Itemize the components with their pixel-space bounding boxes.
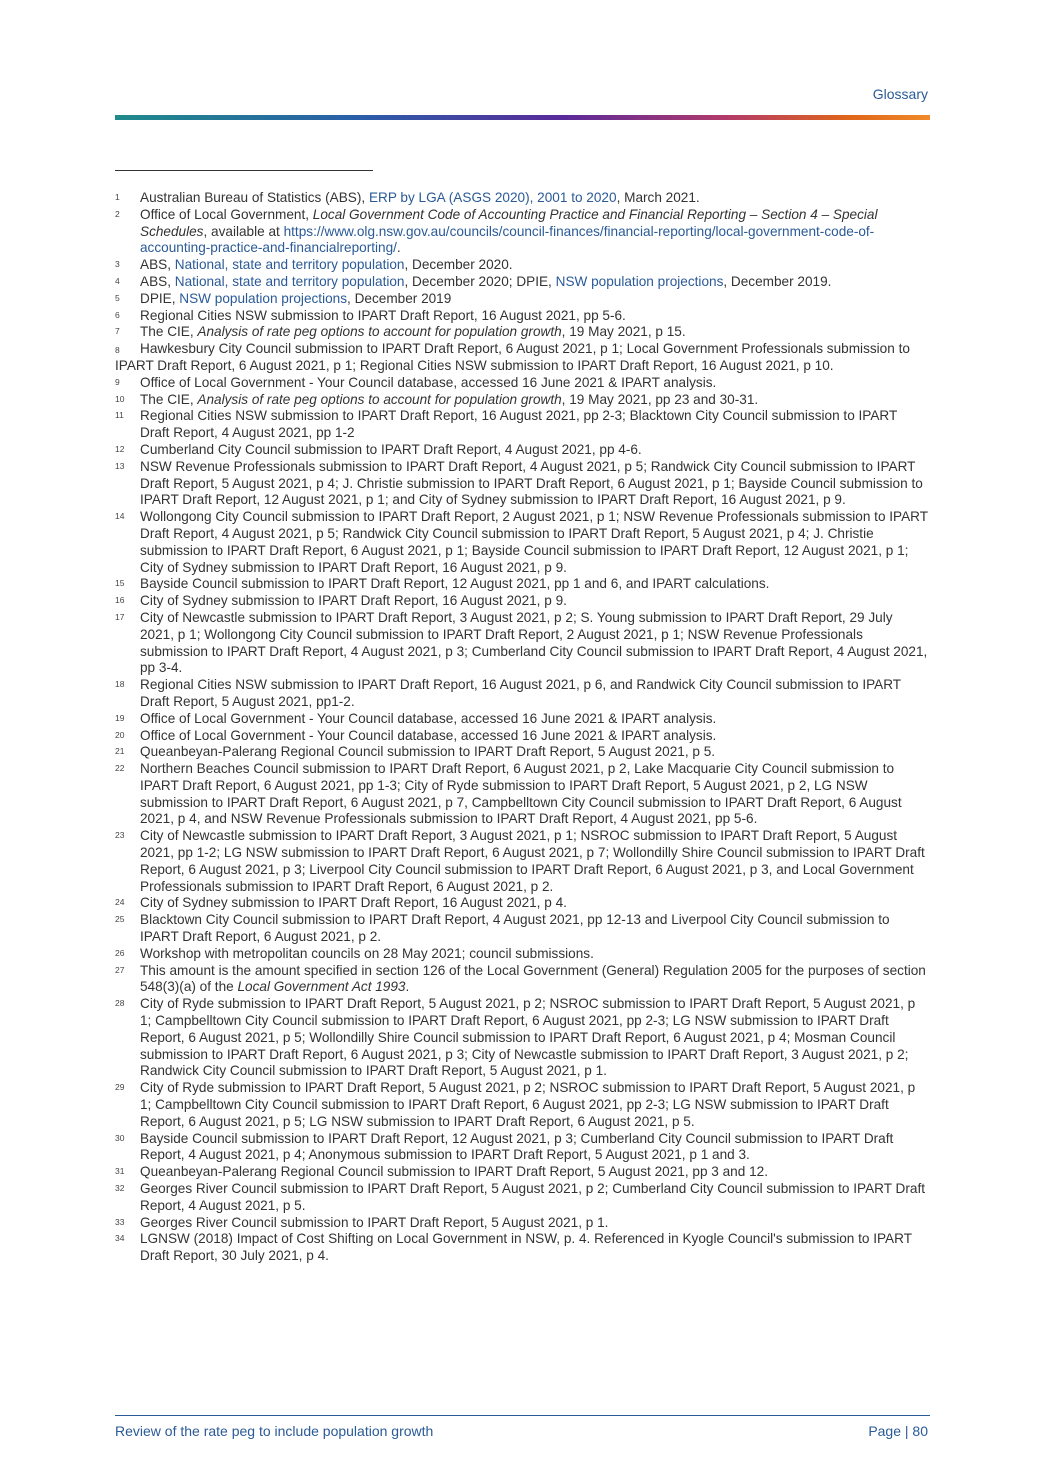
footnote-text-part: City of Newcastle submission to IPART Draft Report, 3 August 2021, p 1; NSROC submission to IPART Draft Report, 5 August 2021, pp 1-2; LG NSW submission to IPART Draft Report, 6 August 2021, p 7; Wollondilly Shire Council submission to IPART Draft Report, 6 August 2021, p 3; Liverpool City Council submission to IPART Draft Report, 6 August 2021, p 3, and Local Government Professionals submission to IPART Draft Report, 6 August 2021, p 2. xyxy=(140,828,925,894)
footnote-text xyxy=(140,190,930,207)
footnote-text xyxy=(140,207,930,257)
footnote-separator xyxy=(115,170,373,171)
footnote-number: 12 xyxy=(115,443,125,454)
footnote-text-part: Regional Cities NSW submission to IPART Draft Report, 16 August 2021, pp 5-6. xyxy=(140,307,626,323)
footer-document-title: Review of the rate peg to include population growth xyxy=(115,1423,434,1439)
footnote-link[interactable]: https://www.olg.nsw.gov.au/councils/council-finances/financial-reporting/local-government-code-of-accounting-practice-and-financialreporting/ xyxy=(140,223,875,256)
footnote-23 xyxy=(115,828,930,895)
footnote-text xyxy=(140,324,930,341)
footnote-text-part: City of Newcastle submission to IPART Draft Report, 3 August 2021, p 2; S. Young submission to IPART Draft Report, 29 July 2021, p 1; Wollongong City Council submission to IPART Draft Report, 2 August 2021, p 1; NSW Revenue Professionals submission to IPART Draft Report, 4 August 2021, p 3; Cumberland City Council submission to IPART Draft Report, 4 August 2021, pp 3-4. xyxy=(140,609,928,676)
footnote-text xyxy=(140,761,930,828)
footnote-link[interactable]: ERP by LGA (ASGS 2020), 2001 to 2020 xyxy=(368,190,617,205)
footnote-text-part: City of Sydney submission to IPART Draft Report, 16 August 2021, p 9. xyxy=(140,593,567,609)
footnote-text xyxy=(140,1080,930,1130)
footnote-text xyxy=(140,728,930,745)
footnote-text xyxy=(140,392,930,409)
footnote-text xyxy=(140,375,930,392)
footnote-text-part: . xyxy=(396,240,401,256)
footnote-text-part: The CIE, xyxy=(140,391,198,407)
footnote-number: 34 xyxy=(115,1233,125,1244)
footnote-12 xyxy=(115,442,930,459)
footnote-text xyxy=(140,912,930,946)
footnote-number: 29 xyxy=(115,1082,125,1093)
footnote-text-part: Wollongong City Council submission to IPART Draft Report, 2 August 2021, p 1; NSW Revenue Professionals submission to IPART Draft Report, 4 August 2021, p 5; Randwick City Council submission to IPART Draft Report, 5 August 2021, p 4; J. Christie submission to IPART Draft Report, 6 August 2021, p 1; Bayside Council submission to IPART Draft Report, 12 August 2021, p 1; City of Sydney submission to IPART Draft Report, 16 August 2021, p 9. xyxy=(140,509,928,575)
footnote-text-part: , 19 May 2021, pp 23 and 30-31. xyxy=(561,391,759,407)
footnote-italic-title: Analysis of rate peg options to account for population growth xyxy=(197,391,562,407)
footnote-text-part: Georges River Council submission to IPART Draft Report, 5 August 2021, p 2; Cumberland City Council submission to IPART Draft Report, 4 August 2021, p 5. xyxy=(140,1181,926,1213)
footnote-text-part: ABS, xyxy=(140,257,175,273)
footnote-text-part: DPIE, xyxy=(140,290,180,306)
footnote-number: 10 xyxy=(115,393,125,404)
footnote-text xyxy=(115,341,910,373)
footnote-text-part: , December 2020; DPIE, xyxy=(404,273,556,289)
footnote-text-part: . xyxy=(405,979,410,995)
footnote-text xyxy=(140,459,930,509)
footnote-33 xyxy=(115,1215,930,1232)
footnote-italic-title: Local Government Code of Accounting Practice and Financial Reporting – Section 4 – Special Schedules xyxy=(140,206,878,239)
footnote-number: 31 xyxy=(115,1166,125,1177)
footnote-number: 16 xyxy=(115,595,125,606)
footnote-text xyxy=(140,509,930,576)
footnote-text-part: The CIE, xyxy=(140,324,198,340)
footnote-number: 9 xyxy=(115,376,120,387)
footnote-text-part: Bayside Council submission to IPART Draft Report, 12 August 2021, p 3; Cumberland City Council submission to IPART Draft Report, 4 August 2021, p 4; Anonymous submission to IPART Draft Report, 5 August 2021, p 1 and 3. xyxy=(140,1130,894,1163)
footnote-7 xyxy=(115,324,930,341)
footnote-italic-title: Local Government Act 1993 xyxy=(237,979,406,995)
footnote-19 xyxy=(115,711,930,728)
footnote-text-part: Queanbeyan-Palerang Regional Council submission to IPART Draft Report, 5 August 2021, p 5. xyxy=(140,744,716,760)
footnote-text-part: City of Sydney submission to IPART Draft Report, 16 August 2021, p 4. xyxy=(140,895,567,911)
footnote-31 xyxy=(115,1164,930,1181)
footnote-text-part: , December 2019 xyxy=(347,290,452,306)
footnote-text-part: Office of Local Government - Your Council database, accessed 16 June 2021 & IPART analysis. xyxy=(140,727,717,743)
footer-rule xyxy=(115,1415,930,1416)
footnote-text xyxy=(140,610,930,677)
footnote-text-part: Blacktown City Council submission to IPART Draft Report, 4 August 2021, pp 12-13 and Liverpool City Council submission to IPART Draft Report, 6 August 2021, p 2. xyxy=(140,912,890,945)
footnote-9 xyxy=(115,375,930,392)
footnote-text xyxy=(140,996,930,1080)
footnote-text-part: Bayside Council submission to IPART Draft Report, 12 August 2021, pp 1 and 6, and IPART calculations. xyxy=(140,576,770,592)
footnote-text xyxy=(140,1231,930,1265)
footnote-5 xyxy=(115,291,930,308)
page-header-title: Glossary xyxy=(872,86,928,102)
footnote-text-part: Workshop with metropolitan councils on 28 May 2021; council submissions. xyxy=(140,945,594,961)
footnote-text-part: City of Ryde submission to IPART Draft Report, 5 August 2021, p 2; NSROC submission to IPART Draft Report, 5 August 2021, p 1; Campbelltown City Council submission to IPART Draft Report, 6 August 2021, pp 2-3; LG NSW submission to IPART Draft Report, 6 August 2021, p 5; Wollondilly Shire Council submission to IPART Draft Report, 6 August 2021, p 4; Mosman Council submission to IPART Draft Report, 6 August 2021, p 3; City of Newcastle submission to IPART Draft Report, 3 August 2021, p 2; Randwick City Council submission to IPART Draft Report, 5 August 2021, p 1. xyxy=(140,996,916,1079)
footnote-number: 19 xyxy=(115,712,125,723)
footnote-text xyxy=(140,593,930,610)
footer-page-number: Page | 80 xyxy=(868,1423,928,1439)
footnote-27 xyxy=(115,963,930,997)
footnote-text-part: Georges River Council submission to IPART Draft Report, 5 August 2021, p 1. xyxy=(140,1214,609,1230)
footnote-text-part: Office of Local Government, xyxy=(140,206,313,222)
footnote-number: 25 xyxy=(115,914,125,925)
footnote-link[interactable]: National, state and territory population xyxy=(174,273,405,289)
footnote-number: 6 xyxy=(115,309,120,320)
footnote-32 xyxy=(115,1181,930,1215)
footnote-11 xyxy=(115,408,930,442)
footnote-text xyxy=(140,963,930,997)
footnote-text xyxy=(140,895,930,912)
footnote-text-part: Office of Local Government - Your Council database, accessed 16 June 2021 & IPART analysis. xyxy=(140,710,717,726)
footnote-text xyxy=(140,711,930,728)
footnote-17 xyxy=(115,610,930,677)
footnote-text xyxy=(140,257,930,274)
footnote-number: 3 xyxy=(115,259,120,270)
footnote-text xyxy=(140,291,930,308)
footnote-13 xyxy=(115,459,930,509)
footnote-number: 33 xyxy=(115,1216,125,1227)
footnote-15 xyxy=(115,576,930,593)
footnote-number: 22 xyxy=(115,763,125,774)
footnote-text xyxy=(140,1131,930,1165)
footnote-25 xyxy=(115,912,930,946)
footnote-number: 28 xyxy=(115,998,125,1009)
footnote-number: 13 xyxy=(115,460,125,471)
footnote-link[interactable]: National, state and territory population xyxy=(174,257,405,273)
footnote-26 xyxy=(115,946,930,963)
footnote-text xyxy=(140,946,930,963)
footnote-number: 17 xyxy=(115,611,125,622)
footnote-text xyxy=(140,1181,930,1215)
footnote-number: 15 xyxy=(115,578,125,589)
footnote-text xyxy=(140,408,930,442)
footnote-text xyxy=(140,274,930,291)
footnote-text-part: , 19 May 2021, p 15. xyxy=(561,324,686,340)
footnote-number: 20 xyxy=(115,729,125,740)
footnote-text-part: This amount is the amount specified in section 126 of the Local Government (General) Regulation 2005 for the purposes of section 548(3)(a) of the xyxy=(140,962,926,995)
footnote-number: 4 xyxy=(115,275,120,286)
footnote-1 xyxy=(115,190,930,207)
footnote-text-part: Cumberland City Council submission to IPART Draft Report, 4 August 2021, pp 4-6. xyxy=(140,441,642,457)
footnote-number: 11 xyxy=(115,410,124,421)
footnote-link[interactable]: NSW population projections xyxy=(555,273,724,289)
footnote-8 xyxy=(115,341,930,375)
footnote-text-part: , available at xyxy=(203,223,284,239)
footnote-21 xyxy=(115,744,930,761)
footnote-text xyxy=(140,828,930,895)
footnote-number: 2 xyxy=(115,208,120,219)
footnote-text-part: Regional Cities NSW submission to IPART Draft Report, 16 August 2021, pp 2-3; Blacktown City Council submission to IPART Draft Report, 4 August 2021, pp 1-2 xyxy=(140,408,898,441)
footnote-number: 14 xyxy=(115,511,125,522)
footnotes-list xyxy=(115,190,930,1265)
footnote-number: 5 xyxy=(115,292,120,303)
footnote-29 xyxy=(115,1080,930,1130)
footnote-text-part: Australian Bureau of Statistics (ABS), xyxy=(140,190,369,205)
footnote-text xyxy=(140,442,930,459)
footnote-text-part: Office of Local Government - Your Council database, accessed 16 June 2021 & IPART analysis. xyxy=(140,374,717,390)
footnote-text-part: LGNSW (2018) Impact of Cost Shifting on Local Government in NSW, p. 4. Referenced in Kyogle Council's submission to IPART Draft Report, 30 July 2021, p 4. xyxy=(140,1231,912,1264)
footnote-text xyxy=(140,744,930,761)
footnote-text xyxy=(140,677,930,711)
footnote-text xyxy=(140,576,930,593)
footnote-text-part: City of Ryde submission to IPART Draft Report, 5 August 2021, p 2; NSROC submission to IPART Draft Report, 5 August 2021, p 1; Campbelltown City Council submission to IPART Draft Report, 6 August 2021, pp 2-3; LG NSW submission to IPART Draft Report, 6 August 2021, p 5; LG NSW submission to IPART Draft Report, 6 August 2021, p 5. xyxy=(140,1080,916,1129)
footnote-28 xyxy=(115,996,930,1080)
footnote-link[interactable]: NSW population projections xyxy=(179,290,348,306)
footnote-4 xyxy=(115,274,930,291)
footnote-14 xyxy=(115,509,930,576)
footnote-10 xyxy=(115,392,930,409)
header-gradient-rule xyxy=(115,115,930,120)
footnote-text-part: NSW Revenue Professionals submission to IPART Draft Report, 4 August 2021, p 5; Randwick City Council submission to IPART Draft Report, 5 August 2021, p 4; J. Christie submission to IPART Draft Report, 6 August 2021, p 1; Bayside Council submission to IPART Draft Report, 12 August 2021, p 1; and City of Sydney submission to IPART Draft Report, 16 August 2021, p 9. xyxy=(140,458,923,508)
footnote-24 xyxy=(115,895,930,912)
footnote-number: 23 xyxy=(115,830,125,841)
footnote-number: 8 xyxy=(115,345,120,356)
footnote-number: 26 xyxy=(115,947,125,958)
footnote-text-part: Queanbeyan-Palerang Regional Council submission to IPART Draft Report, 5 August 2021, pp 3 and 12. xyxy=(140,1164,768,1180)
footnote-text-part: ABS, xyxy=(140,273,175,289)
footnote-number: 32 xyxy=(115,1183,125,1194)
footnote-number: 7 xyxy=(115,326,120,337)
footnote-number: 30 xyxy=(115,1132,125,1143)
footnote-text-part: Hawkesbury City Council submission to IPART Draft Report, 6 August 2021, p 1; Local Government Professionals submission to IPART Draft Report, 6 August 2021, p 1; Regional Cities NSW submission to IPART Draft Report, 16 August 2021, p 10. xyxy=(115,341,910,373)
footnote-text-part: , December 2020. xyxy=(404,257,513,273)
footnote-text xyxy=(140,308,930,325)
footnote-number: 18 xyxy=(115,679,125,690)
footnote-22 xyxy=(115,761,930,828)
footnote-20 xyxy=(115,728,930,745)
footnote-number: 1 xyxy=(115,192,120,202)
footnote-text-part: Northern Beaches Council submission to IPART Draft Report, 6 August 2021, p 2, Lake Macquarie City Council submission to IPART Draft Report, 6 August 2021, pp 1-3; City of Ryde submission to IPART Draft Report, 5 August 2021, p 2, LG NSW submission to IPART Draft Report, 6 August 2021, p 7, Campbelltown City Council submission to IPART Draft Report, 6 August 2021, p 4, and NSW Revenue Professionals submission to IPART Draft Report, 4 August 2021, pp 5-6. xyxy=(140,761,902,827)
footnote-text xyxy=(140,1215,930,1232)
footnote-text-part: , December 2019. xyxy=(723,273,832,289)
footnote-text xyxy=(140,1164,930,1181)
footnote-text-part: Regional Cities NSW submission to IPART Draft Report, 16 August 2021, p 6, and Randwick City Council submission to IPART Draft Report, 5 August 2021, pp1-2. xyxy=(140,677,901,709)
footnote-italic-title: Analysis of rate peg options to account for population growth xyxy=(197,324,562,340)
footnote-2 xyxy=(115,207,930,257)
footnote-text-part: , March 2021. xyxy=(616,190,700,205)
footnote-18 xyxy=(115,677,930,711)
footnote-6 xyxy=(115,308,930,325)
footnote-30 xyxy=(115,1131,930,1165)
footnote-number: 27 xyxy=(115,964,125,975)
footnote-16 xyxy=(115,593,930,610)
footnote-number: 24 xyxy=(115,897,125,908)
footnote-3 xyxy=(115,257,930,274)
footnote-34 xyxy=(115,1231,930,1265)
footnote-number: 21 xyxy=(115,746,125,757)
